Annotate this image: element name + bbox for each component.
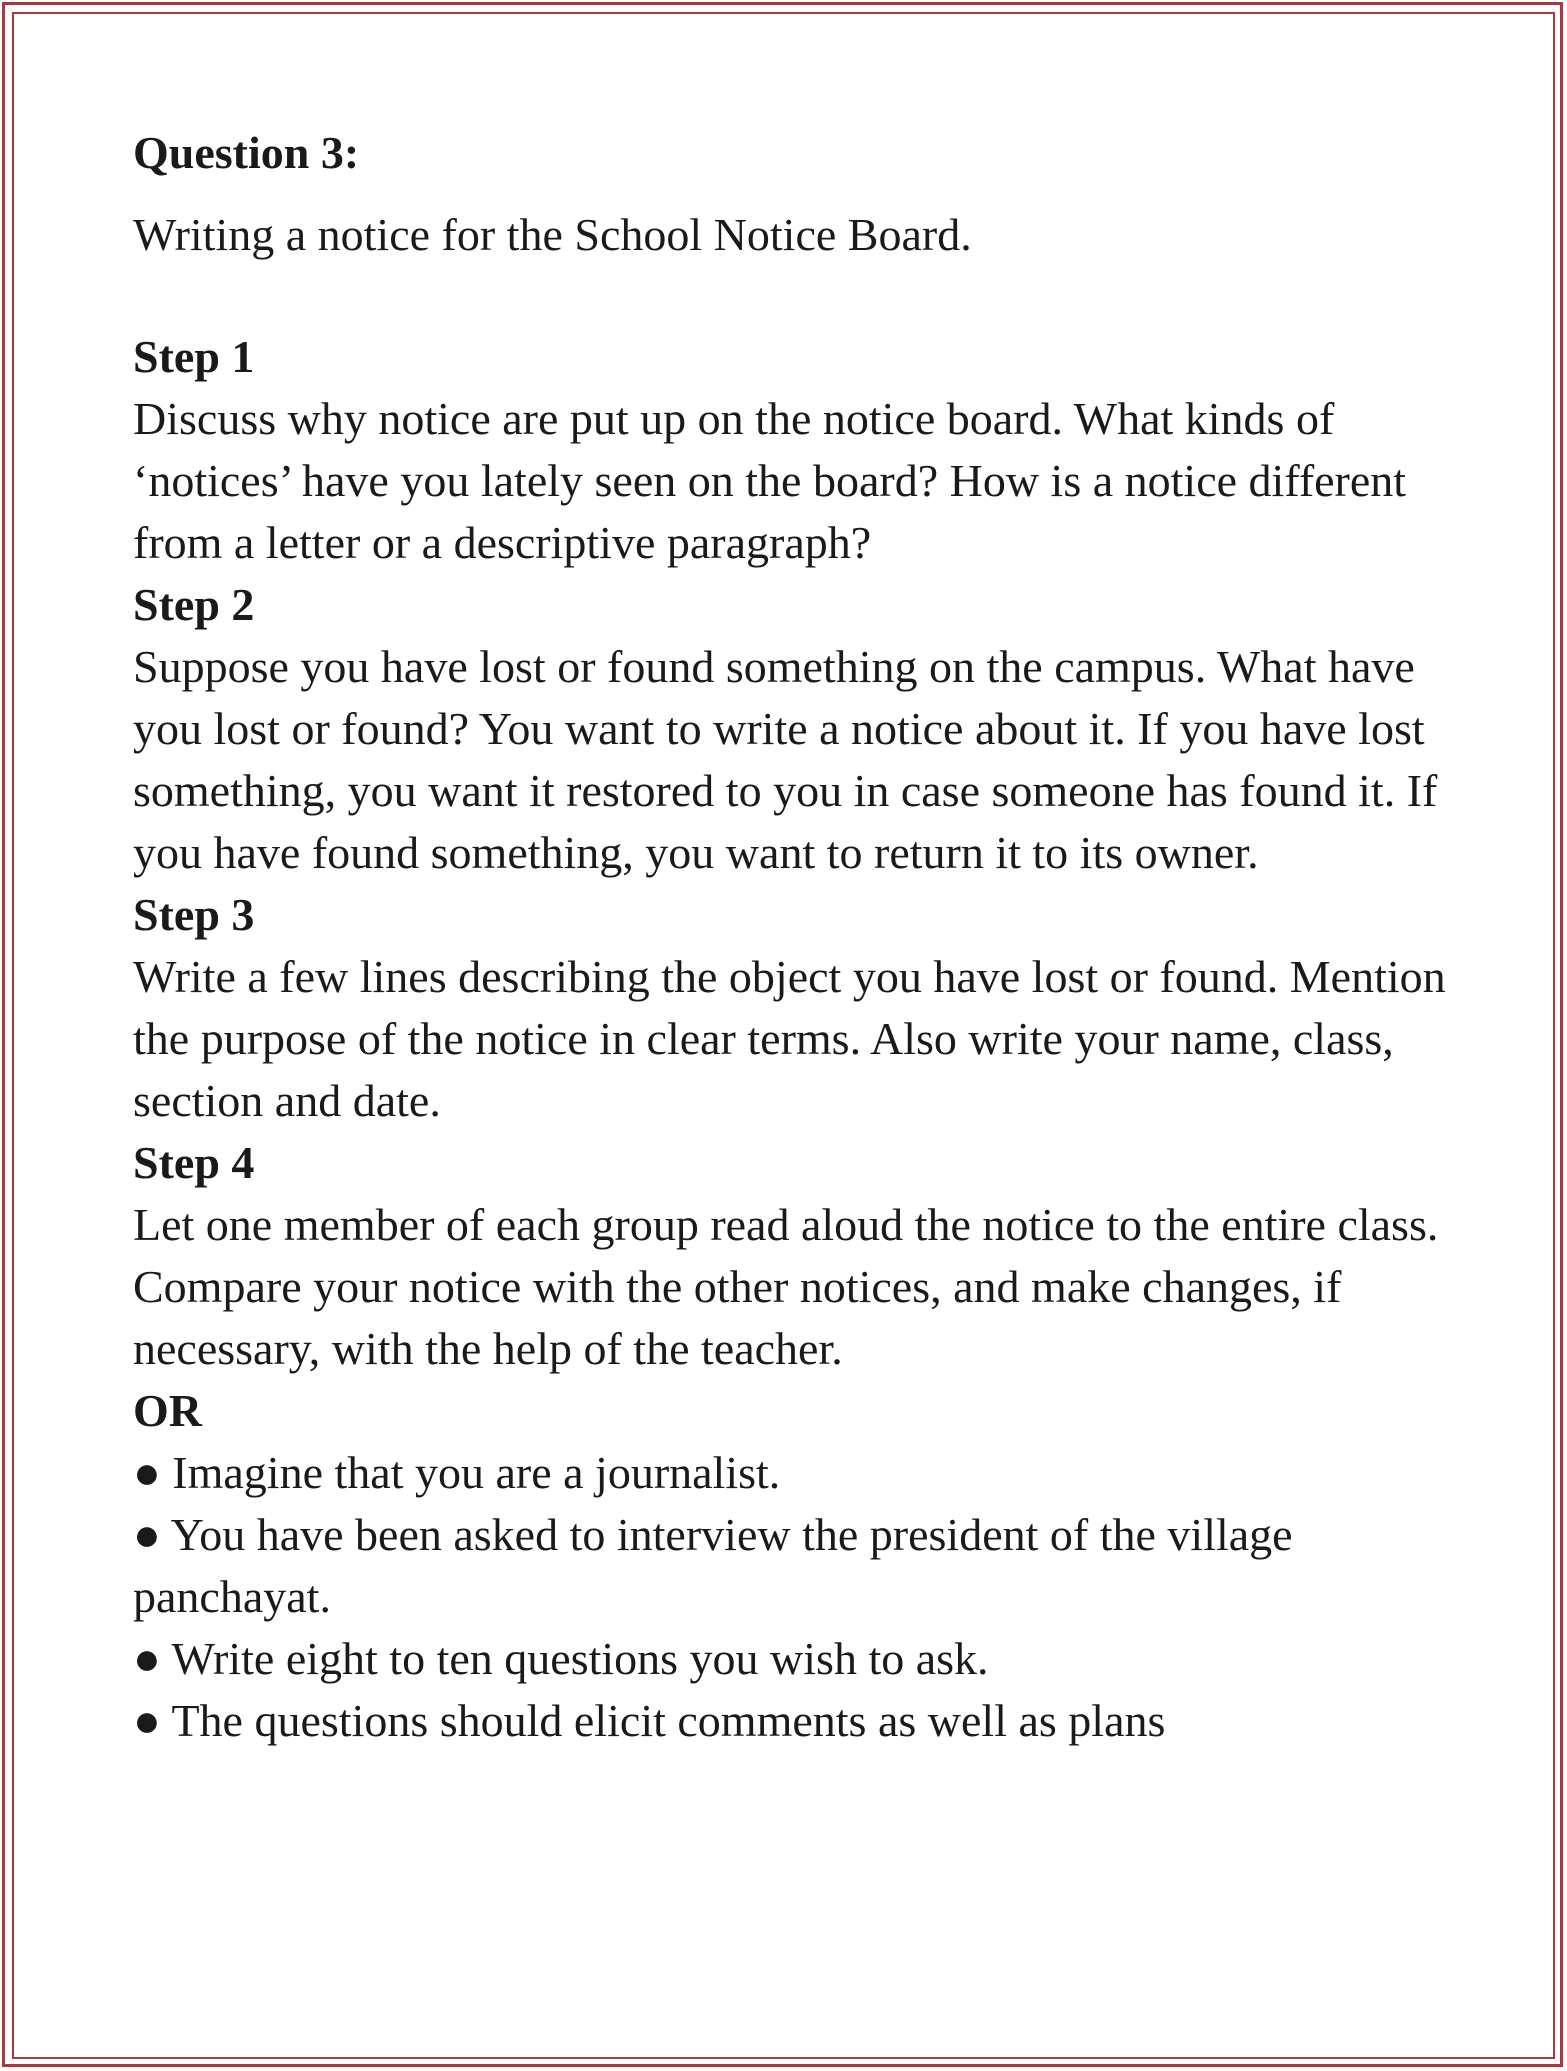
question-title: Question 3: — [133, 127, 360, 178]
step-4-heading: Step 4 — [133, 1137, 255, 1188]
step-2-text: Suppose you have lost or found something on the campus. What have you lost or found? You want to write a notice about it. If you have lost something, you want it restored to you in case someone has found it. If you have found something, you want to return it to its owner. — [133, 641, 1438, 878]
document-body — [133, 122, 1473, 1752]
step-3-text: Write a few lines describing the object you have lost or found. Mention the purpose of the notice in clear terms. Also write your name, class, section and date. — [133, 951, 1446, 1126]
bullet-item: ● Imagine that you are a journalist. — [133, 1447, 781, 1498]
step-1-heading: Step 1 — [133, 331, 255, 382]
step-3-heading: Step 3 — [133, 889, 255, 940]
or-heading: OR — [133, 1385, 202, 1436]
bullet-item: ● Write eight to ten questions you wish to ask. — [133, 1633, 989, 1684]
step-4-text: Let one member of each group read aloud the notice to the entire class. Compare your notice with the other notices, and make changes, if necessary, with the help of the teacher. — [133, 1199, 1439, 1374]
bullet-item: ● You have been asked to interview the president of the village panchayat. — [133, 1509, 1293, 1622]
step-2-heading: Step 2 — [133, 579, 255, 630]
bullet-item: ● The questions should elicit comments as well as plans — [133, 1695, 1166, 1746]
question-intro: Writing a notice for the School Notice Board. — [133, 209, 972, 260]
step-1-text: Discuss why notice are put up on the notice board. What kinds of ‘notices’ have you lately seen on the board? How is a notice different from a letter or a descriptive paragraph? — [133, 393, 1407, 568]
